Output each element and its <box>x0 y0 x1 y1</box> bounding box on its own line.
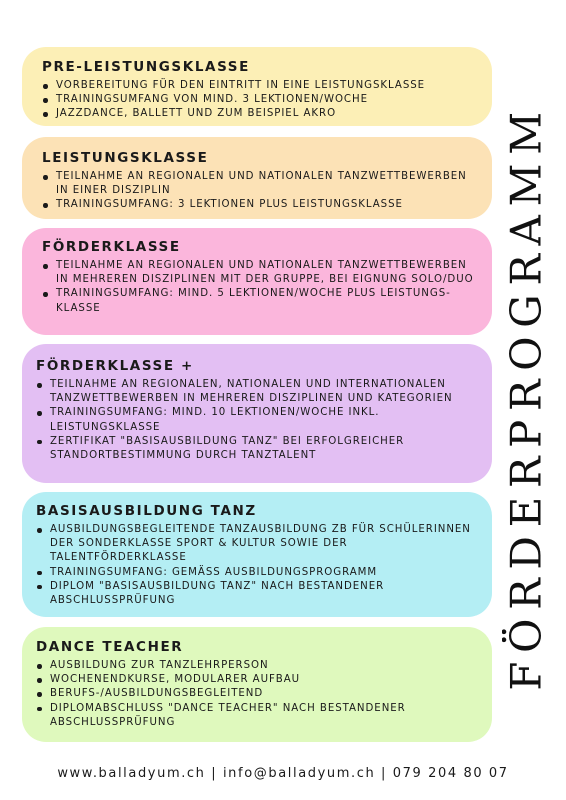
section-title: FÖRDERKLASSE + <box>36 358 194 374</box>
section-title: DANCE TEACHER <box>36 639 184 655</box>
list-item: TEILNAHME AN REGIONALEN, NATIONALEN UND INTERNATIONALEN TANZWETTBEWERBEN IN MEHREREN DISZIPLINEN UND KATEGORIEN <box>36 378 476 406</box>
section-title: LEISTUNGSKLASSE <box>42 150 209 166</box>
bullet-list <box>36 659 476 730</box>
list-item: TRAININGSUMFANG: GEMÄSS AUSBILDUNGSPROGRAMM <box>36 566 476 580</box>
list-item: AUSBILDUNG ZUR TANZLEHRPERSON <box>36 659 476 673</box>
section-dance-teacher <box>22 627 492 742</box>
list-item: DIPLOM "BASISAUSBILDUNG TANZ" NACH BESTANDENER ABSCHLUSSPRÜFUNG <box>36 580 476 608</box>
list-item: TRAININGSUMFANG: MIND. 10 LEKTIONEN/WOCHE INKL. LEISTUNGSKLASSE <box>36 406 476 434</box>
list-item: BERUFS-/AUSBILDUNGSBEGLEITEND <box>36 687 476 701</box>
list-item: DIPLOMABSCHLUSS "DANCE TEACHER" NACH BESTANDENER ABSCHLUSSPRÜFUNG <box>36 702 476 730</box>
bullet-list <box>42 170 476 213</box>
section-title: FÖRDERKLASSE <box>42 239 181 255</box>
vertical-title-wrapper <box>502 52 550 742</box>
section-pre-leistungsklasse <box>22 47 492 126</box>
list-item: TRAININGSUMFANG VON MIND. 3 LEKTIONEN/WOCHE <box>42 93 476 107</box>
list-item: TEILNAHME AN REGIONALEN UND NATIONALEN TANZWETTBEWERBEN IN EINER DISZIPLIN <box>42 170 476 198</box>
bullet-list <box>36 378 476 463</box>
list-item: TRAININGSUMFANG: 3 LEKTIONEN PLUS LEISTUNGSKLASSE <box>42 198 476 212</box>
list-item: VORBEREITUNG FÜR DEN EINTRITT IN EINE LEISTUNGSKLASSE <box>42 79 476 93</box>
bullet-list <box>42 79 476 122</box>
list-item: JAZZDANCE, BALLETT UND ZUM BEISPIEL AKRO <box>42 107 476 121</box>
list-item: AUSBILDUNGSBEGLEITENDE TANZAUSBILDUNG ZB FÜR SCHÜLERINNEN DER SONDERKLASSE SPORT & KULTUR SOWIE DER TALENTFÖRDERKLASSE <box>36 523 476 566</box>
bullet-list <box>36 523 476 608</box>
contact-footer: www.balladyum.ch | info@balladyum.ch | 079 204 80 07 <box>57 766 509 781</box>
section-foerderklasse <box>22 228 492 335</box>
list-item: TEILNAHME AN REGIONALEN UND NATIONALEN TANZWETTBEWERBEN IN MEHREREN DISZIPLINEN MIT DER GRUPPE, BEI EIGNUNG SOLO/DUO <box>42 259 476 287</box>
bullet-list <box>42 259 476 316</box>
section-title: BASISAUSBILDUNG TANZ <box>36 503 257 519</box>
section-foerderklasse-plus <box>22 344 492 483</box>
section-leistungsklasse <box>22 137 492 219</box>
list-item: TRAININGSUMFANG: MIND. 5 LEKTIONEN/WOCHE PLUS LEISTUNGS-KLASSE <box>42 287 476 315</box>
list-item: ZERTIFIKAT "BASISAUSBILDUNG TANZ" BEI ERFOLGREICHER STANDORTBESTIMMUNG DURCH TANZTALENT <box>36 435 476 463</box>
list-item: WOCHENENDKURSE, MODULARER AUFBAU <box>36 673 476 687</box>
section-title: PRE-LEISTUNGSKLASSE <box>42 59 250 75</box>
vertical-title: FÖRDERPROGRAMM <box>502 103 550 691</box>
section-basisausbildung-tanz <box>22 492 492 617</box>
